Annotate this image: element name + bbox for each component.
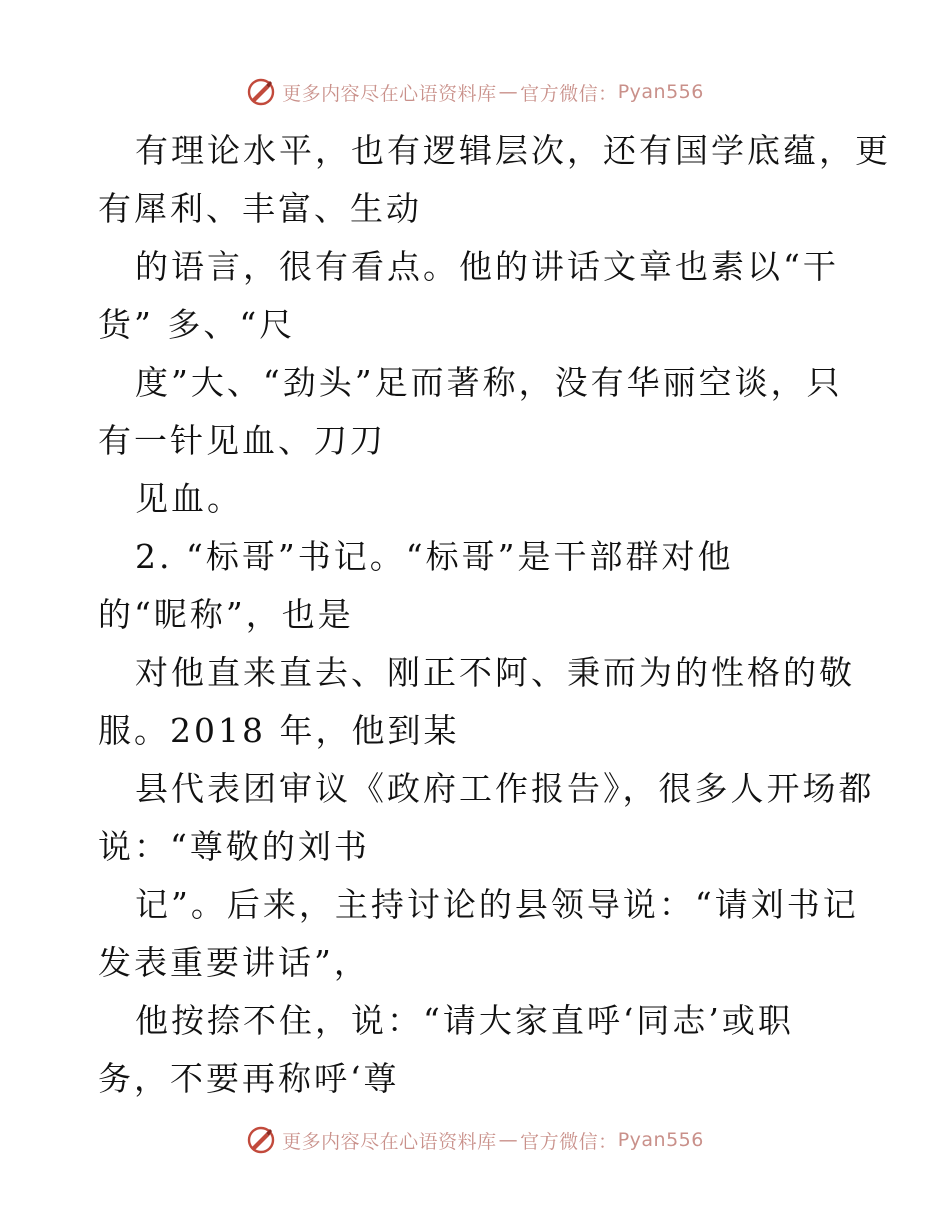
text-line: 的语言，很有看点。他的讲话文章也素以“干	[135, 247, 839, 286]
text-line: 发表重要讲话”，	[98, 943, 370, 982]
watermark-separator: —	[498, 1129, 519, 1151]
text-line: 有犀利、丰富、生动	[98, 189, 422, 228]
watermark-wechat-label: 官方微信：	[520, 1130, 618, 1153]
text-line: 他按捺不住，说：“请大家直呼‘同志’或职	[135, 1001, 794, 1040]
text-line: 记”。后来，主持讨论的县领导说：“请刘书记	[135, 885, 859, 924]
text-line: 见血。	[135, 479, 243, 518]
text-line: 度”大、“劲头”足而著称，没有华丽空谈，只	[135, 363, 843, 402]
watermark-text: 更多内容尽在心语资料库	[282, 1130, 497, 1153]
header-watermark	[0, 72, 950, 112]
text-line: 有理论水平，也有逻辑层次，还有国学底蕴，更	[135, 131, 891, 170]
watermark-separator: —	[498, 81, 519, 103]
watermark-text: 更多内容尽在心语资料库	[282, 82, 497, 105]
document-body	[98, 122, 891, 1108]
watermark-wechat-id: Pyan556	[617, 1129, 704, 1151]
watermark-wechat-label: 官方微信：	[520, 82, 618, 105]
text-line: 2. “标哥”书记。“标哥”是干部群对他	[135, 537, 734, 576]
text-line: 务，不要再称呼‘尊	[98, 1059, 400, 1098]
pen-seal-icon	[246, 1125, 276, 1155]
footer-watermark	[0, 1120, 950, 1160]
text-line: 有一针见血、刀刀	[98, 421, 386, 460]
text-line: 县代表团审议《政府工作报告》，很多人开场都	[135, 769, 875, 808]
text-line: 货” 多、“尺	[98, 305, 296, 344]
watermark-wechat-id: Pyan556	[617, 81, 704, 103]
text-line: 服。2018 年，他到某	[98, 711, 460, 750]
text-line: 说：“尊敬的刘书	[98, 827, 370, 866]
text-line: 对他直来直去、刚正不阿、秉而为的性格的敬	[135, 653, 855, 692]
pen-seal-icon	[246, 77, 276, 107]
text-line: 的“昵称”，也是	[98, 595, 354, 634]
